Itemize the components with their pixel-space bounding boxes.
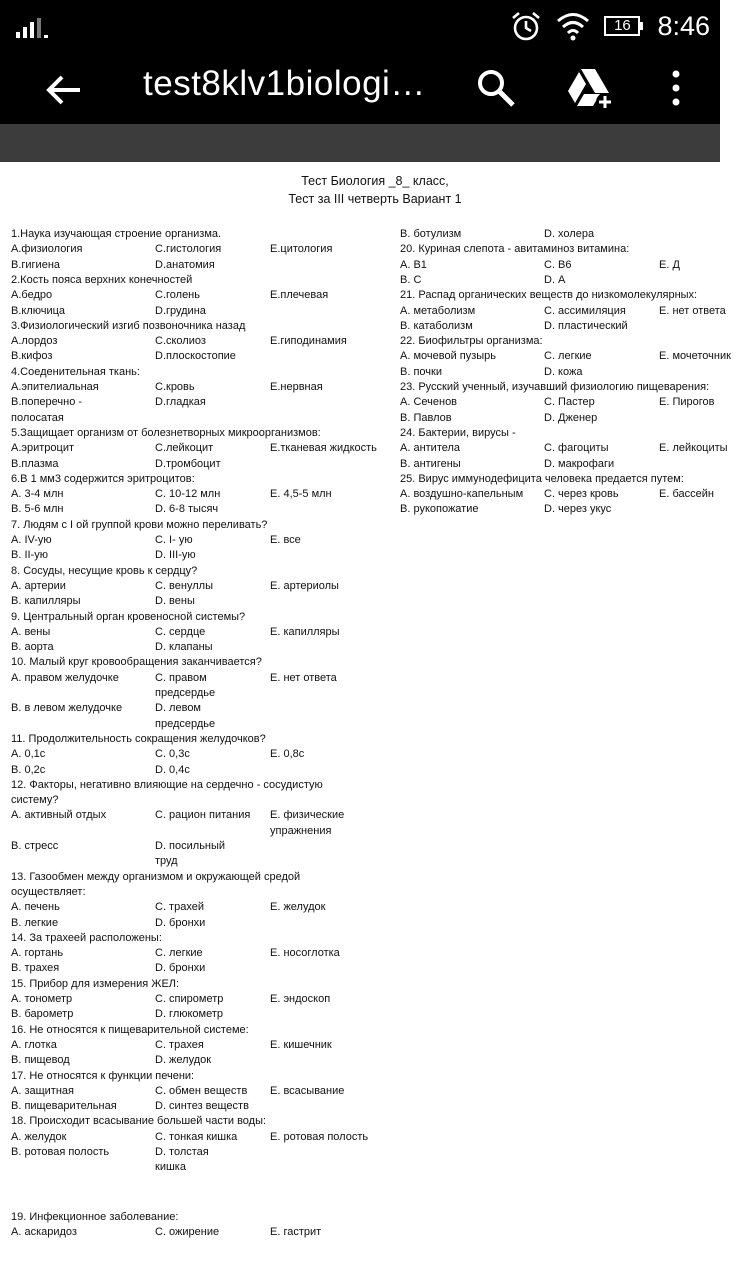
answer-option: С. 0,3с xyxy=(155,748,190,761)
answer-option: А. активный отдых xyxy=(11,809,107,822)
answer-option: Е. всасывание xyxy=(270,1084,345,1097)
answer-option: Е. ротовая полость xyxy=(270,1130,369,1143)
status-bar xyxy=(0,0,720,52)
answer-option: предсердье xyxy=(155,717,216,730)
answer-option: кишка xyxy=(155,1161,186,1174)
doc-heading-2: Тест за III четверть Вариант 1 xyxy=(288,192,462,206)
answer-option: D.тромбоцит xyxy=(155,457,221,470)
answer-option: С. фагоциты xyxy=(544,442,609,455)
answer-option: С. тонкая кишка xyxy=(155,1130,238,1143)
answer-option: А. глотка xyxy=(11,1038,57,1051)
question-text: 21. Распад органических веществ до низкомолекулярных: xyxy=(400,289,698,302)
answer-option: В. барометр xyxy=(11,1008,74,1021)
answer-option: А. правом желудочке xyxy=(11,671,119,684)
answer-option: D.гладкая xyxy=(155,396,206,409)
answer-option: D. 6-8 тысяч xyxy=(155,503,219,516)
answer-option: А. гортань xyxy=(11,947,64,960)
alarm-icon xyxy=(510,10,542,42)
answer-option: А.эритроцит xyxy=(11,442,75,455)
answer-option: В. 5-6 млн xyxy=(11,503,64,516)
question-text: 4.Соеденительная ткань: xyxy=(11,365,140,378)
answer-option: А.лордоз xyxy=(11,335,58,348)
answer-option: А.эпителиальная xyxy=(11,381,99,393)
answer-option: С. ожирение xyxy=(155,1225,220,1238)
answer-option: Е. носоглотка xyxy=(270,947,340,960)
answer-option: В. II-ую xyxy=(11,549,48,562)
answer-option: В.поперечно - xyxy=(11,396,83,409)
answer-option: труд xyxy=(155,855,178,868)
arrow-back-icon[interactable] xyxy=(44,70,84,110)
answer-option: D. толстая xyxy=(155,1146,209,1158)
answer-option: С. через кровь xyxy=(544,488,619,501)
answer-option: С. сердце xyxy=(155,625,206,638)
answer-option: С.лейкоцит xyxy=(155,442,214,455)
answer-option: С. спирометр xyxy=(155,993,224,1005)
answer-option: D.анатомия xyxy=(155,258,215,271)
question-text: 16. Не относятся к пищеварительной системе: xyxy=(11,1023,249,1036)
question-text: 1.Наука изучающая строение организма. xyxy=(11,228,222,240)
answer-option: В. легкие xyxy=(11,916,59,929)
signal-icon xyxy=(16,16,50,38)
answer-option: В.плазма xyxy=(11,457,59,470)
answer-option: С. обмен веществ xyxy=(155,1084,248,1097)
question-text: 9. Центральный орган кровеносной системы? xyxy=(11,610,246,623)
answer-option: Е. 0,8с xyxy=(270,748,305,761)
answer-option: С. легкие xyxy=(155,947,203,960)
question-text: 2.Кость пояса верхних конечностей xyxy=(11,273,193,286)
answer-option: Е. гастрит xyxy=(270,1225,322,1238)
answer-option: Е. желудок xyxy=(270,901,326,914)
question-text: 6.В 1 мм3 содержится эритроцитов: xyxy=(11,472,195,485)
answer-option: В. в левом желудочке xyxy=(11,702,123,715)
answer-option: Е.нервная xyxy=(270,381,323,393)
answer-option: D. макрофаги xyxy=(544,457,615,470)
answer-option: Е. мочеточник xyxy=(659,350,731,363)
answer-option: А. артерии xyxy=(11,579,66,592)
answer-option: Е. физические xyxy=(270,809,345,822)
answer-option: В. рукопожатие xyxy=(400,503,479,516)
answer-option: D. посильный xyxy=(155,840,226,852)
answer-option: D. кожа xyxy=(544,365,583,378)
answer-option: С. I- ую xyxy=(155,534,193,546)
answer-option: упражнения xyxy=(270,824,332,837)
battery-level: 16 xyxy=(604,16,640,36)
answer-option: Е.гиподинамия xyxy=(270,335,347,348)
viewer-background xyxy=(0,124,720,162)
answer-option: D. через укус xyxy=(544,503,612,516)
question-text: 5.Защищает организм от болезнетворных микроорганизмов: xyxy=(11,426,321,439)
answer-option: С. легкие xyxy=(544,350,592,363)
answer-option: D. бронхи xyxy=(155,916,206,929)
answer-option: С. Пастер xyxy=(544,396,595,409)
answer-option: В. пищевод xyxy=(11,1054,70,1067)
question-text: 10. Малый круг кровообращения заканчивается? xyxy=(11,656,262,669)
answer-option: С.сколиоз xyxy=(155,335,206,348)
answer-option: Е. все xyxy=(270,534,301,546)
answer-option: В.ключица xyxy=(11,304,66,317)
answer-option: А. метаболизм xyxy=(400,304,476,317)
answer-option: D. глюкометр xyxy=(155,1008,224,1021)
answer-option: В. трахея xyxy=(11,962,60,975)
answer-option: D. клапаны xyxy=(155,641,213,654)
answer-option: D. А xyxy=(544,273,566,286)
answer-option: А. В1 xyxy=(400,258,427,271)
answer-option: С. трахей xyxy=(155,901,204,914)
answer-option: D. синтез веществ xyxy=(155,1100,249,1113)
answer-option: D. вены xyxy=(155,595,195,608)
answer-option: Е. Пирогов xyxy=(659,396,715,409)
answer-option: Е. Д xyxy=(659,258,680,271)
question-text: 8. Сосуды, несущие кровь к сердцу? xyxy=(11,564,198,577)
answer-option: D. левом xyxy=(155,702,201,715)
answer-option: С. рацион питания xyxy=(155,809,251,822)
answer-option: В. пищеварительная xyxy=(11,1100,117,1113)
answer-option: В. 0,2с xyxy=(11,763,46,776)
question-text: 3.Физиологический изгиб позвоночника назад xyxy=(11,319,246,332)
answer-option: С. ассимиляция xyxy=(544,304,626,317)
document-title: test8klv1biologi… xyxy=(143,64,426,103)
add-to-drive-icon[interactable] xyxy=(566,66,616,112)
question-text: 20. Куриная слепота - авитаминоз витамина: xyxy=(400,243,630,256)
answer-option: С. венуллы xyxy=(155,579,213,592)
answer-option: D.грудина xyxy=(155,304,206,317)
answer-option: D.плоскостопие xyxy=(155,350,236,363)
answer-option: С. 10-12 млн xyxy=(155,488,221,501)
answer-option: D. бронхи xyxy=(155,962,206,975)
answer-option: А. антитела xyxy=(400,442,461,455)
answer-option: В. капилляры xyxy=(11,595,81,608)
answer-option: Е.плечевая xyxy=(270,289,329,302)
answer-option: С.голень xyxy=(155,289,200,302)
document-page xyxy=(0,162,731,1280)
answer-option: А. вены xyxy=(11,625,51,638)
answer-option: D. III-ую xyxy=(155,549,196,562)
question-text: 18. Происходит всасывание большей части воды: xyxy=(11,1115,267,1128)
more-vert-icon[interactable] xyxy=(664,68,688,108)
answer-option: Е. нет ответа xyxy=(659,304,726,317)
answer-option: В.гигиена xyxy=(11,258,61,271)
answer-option: D. холера xyxy=(544,228,595,240)
answer-option: А. желудок xyxy=(11,1130,67,1143)
answer-option: А. печень xyxy=(11,901,60,914)
answer-option: А. тонометр xyxy=(11,993,73,1005)
answer-option: D. 0,4с xyxy=(155,763,190,776)
answer-option: А. мочевой пузырь xyxy=(400,350,497,363)
search-icon[interactable] xyxy=(476,68,516,108)
answer-option: Е. 4,5-5 млн xyxy=(270,488,332,501)
answer-option: В. С xyxy=(400,273,422,286)
answer-option: Е. нет ответа xyxy=(270,671,337,684)
answer-option: предсердье xyxy=(155,687,216,699)
question-text: 11. Продолжительность сокращения желудочков? xyxy=(11,732,266,745)
answer-option: А.бедро xyxy=(11,289,53,302)
question-text: 22. Биофильтры организма: xyxy=(400,335,543,348)
answer-option: D. Дженер xyxy=(544,411,598,424)
answer-option: С.кровь xyxy=(155,381,195,393)
question-text: 7. Людям с I ой группой крови можно переливать? xyxy=(11,518,268,531)
question-text: 25. Вирус иммунодефицита человека предается путем: xyxy=(400,472,684,485)
answer-option: А. IV-ую xyxy=(11,534,52,546)
question-text: 19. Инфекционное заболевание: xyxy=(11,1210,179,1223)
answer-option: А. Сеченов xyxy=(400,396,458,409)
question-text: 24. Бактерии, вирусы - xyxy=(400,426,516,439)
answer-option: Е. капилляры xyxy=(270,625,340,638)
answer-option: Е.цитология xyxy=(270,243,333,256)
question-text: полосатая xyxy=(11,411,64,424)
answer-option: А. аскаридоз xyxy=(11,1225,77,1238)
answer-option: D. желудок xyxy=(155,1054,212,1067)
answer-option: В. антигены xyxy=(400,457,461,470)
question-text: осуществляет: xyxy=(11,885,86,898)
wifi-icon xyxy=(556,11,590,41)
answer-option: Е.тканевая жидкость xyxy=(270,442,377,455)
answer-option: В. Павлов xyxy=(400,411,452,424)
question-text: 12. Факторы, негативно влияющие на сердечно - сосудистую xyxy=(11,778,323,791)
question-text: 13. Газообмен между организмом и окружающей средой xyxy=(11,870,301,883)
question-text: 17. Не относятся к функции печени: xyxy=(11,1069,195,1082)
answer-option: А. защитная xyxy=(11,1084,74,1097)
answer-option: Е. эндоскоп xyxy=(270,993,331,1005)
answer-option: А. 0,1с xyxy=(11,748,46,761)
answer-option: Е. артериолы xyxy=(270,579,339,592)
doc-heading-1: Тест Биология _8_ класс, xyxy=(301,174,449,188)
battery-icon xyxy=(604,16,643,36)
app-toolbar xyxy=(0,52,720,124)
answer-option: В. стресс xyxy=(11,840,59,852)
answer-option: С. трахея xyxy=(155,1038,204,1051)
answer-option: А. воздушно-капельным xyxy=(400,488,524,501)
answer-option: С. В6 xyxy=(544,258,572,271)
answer-option: А.физиология xyxy=(11,243,83,256)
question-text: 23. Русский ученный, изучавший физиологию пищеварения: xyxy=(400,381,710,393)
answer-option: В. катаболизм xyxy=(400,319,473,332)
question-text: систему? xyxy=(11,794,59,807)
answer-option: А. 3-4 млн xyxy=(11,488,64,501)
answer-option: D. пластический xyxy=(544,319,628,332)
status-time: 8:46 xyxy=(657,10,710,41)
answer-option: С. правом xyxy=(155,671,207,684)
answer-option: В. почки xyxy=(400,365,442,378)
answer-option: Е. бассейн xyxy=(659,488,714,501)
answer-option: В. ротовая полость xyxy=(11,1146,110,1158)
answer-option: Е. кишечник xyxy=(270,1038,332,1051)
answer-option: Е. лейкоциты xyxy=(659,442,728,455)
answer-option: В.кифоз xyxy=(11,350,53,363)
answer-option: В. аорта xyxy=(11,641,54,654)
answer-option: С.гистология xyxy=(155,243,222,256)
question-text: 14. За трахеей расположены: xyxy=(11,931,162,944)
question-text: 15. Прибор для измерения ЖЕЛ: xyxy=(11,977,180,990)
answer-option: В. ботулизм xyxy=(400,228,462,240)
